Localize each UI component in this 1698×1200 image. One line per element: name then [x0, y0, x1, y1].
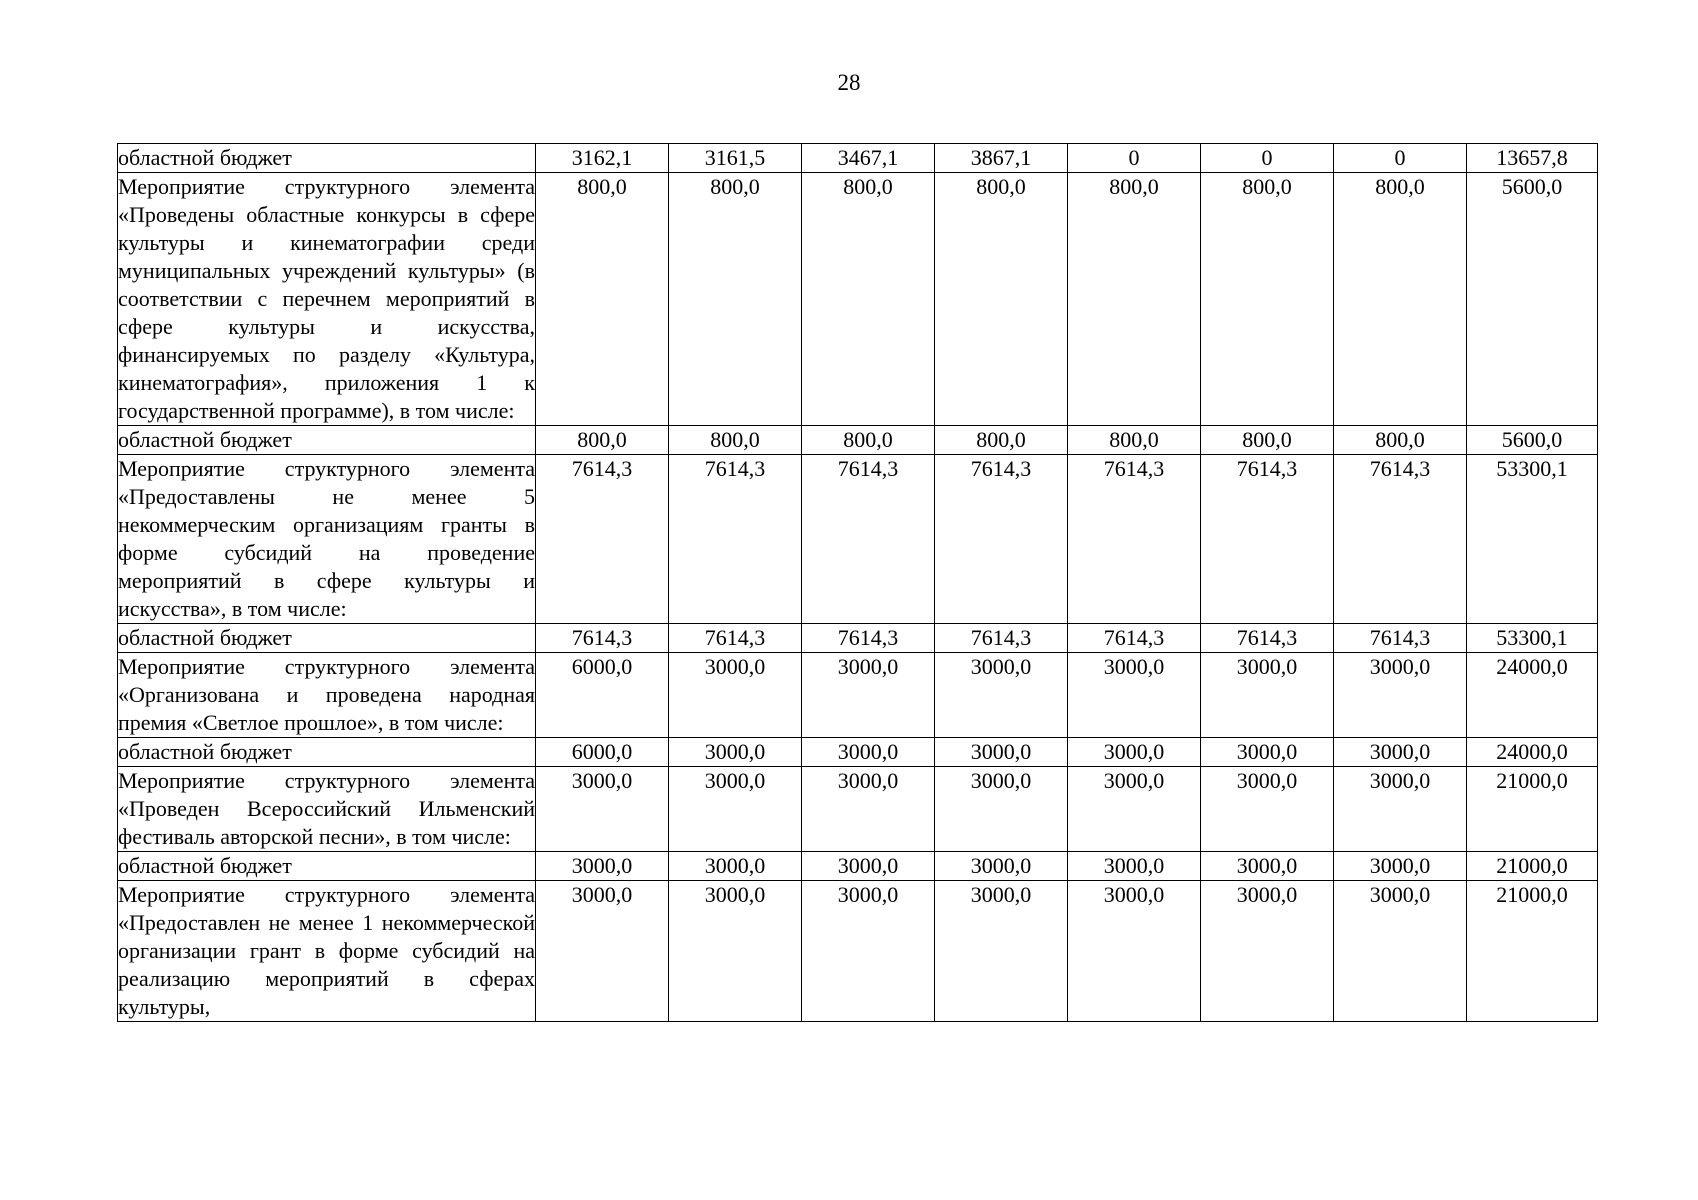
- year-value-cell: 800,0: [802, 426, 935, 455]
- year-value-cell: 800,0: [935, 173, 1068, 426]
- year-value-cell: 3000,0: [669, 653, 802, 738]
- year-value-cell: 3000,0: [536, 767, 669, 852]
- year-value-cell: 3161,5: [669, 144, 802, 173]
- year-value-cell: 800,0: [1334, 426, 1467, 455]
- year-value-cell: 7614,3: [1068, 624, 1201, 653]
- page-number: 28: [837, 70, 861, 95]
- budget-row: [118, 624, 1598, 653]
- year-value-cell: 3000,0: [935, 767, 1068, 852]
- year-value-cell: 3000,0: [536, 881, 669, 1022]
- year-value-cell: 800,0: [1201, 173, 1334, 426]
- year-value-cell: 7614,3: [536, 624, 669, 653]
- year-value-cell: 3000,0: [1334, 653, 1467, 738]
- table-body: [118, 144, 1598, 1022]
- budget-row: [118, 144, 1598, 173]
- year-value-cell: 0: [1068, 144, 1201, 173]
- activity-description: Мероприятие структурного элемента «Организована и проведена народная премия «Светлое прошлое», в том числе:: [118, 653, 536, 738]
- total-value-cell: 13657,8: [1467, 144, 1598, 173]
- total-value-cell: 53300,1: [1467, 624, 1598, 653]
- year-value-cell: 7614,3: [1334, 624, 1467, 653]
- total-value-cell: 21000,0: [1467, 852, 1598, 881]
- activity-row: [118, 455, 1598, 624]
- budget-row: [118, 426, 1598, 455]
- year-value-cell: 3000,0: [1334, 738, 1467, 767]
- year-value-cell: 3000,0: [935, 653, 1068, 738]
- total-value-cell: 24000,0: [1467, 653, 1598, 738]
- year-value-cell: 3000,0: [669, 738, 802, 767]
- year-value-cell: 800,0: [1334, 173, 1467, 426]
- year-value-cell: 800,0: [669, 173, 802, 426]
- year-value-cell: 3000,0: [802, 852, 935, 881]
- year-value-cell: 3000,0: [802, 653, 935, 738]
- year-value-cell: 3000,0: [1201, 653, 1334, 738]
- year-value-cell: 6000,0: [536, 738, 669, 767]
- year-value-cell: 3000,0: [1334, 852, 1467, 881]
- year-value-cell: 3467,1: [802, 144, 935, 173]
- total-value-cell: 5600,0: [1467, 426, 1598, 455]
- year-value-cell: 3000,0: [935, 881, 1068, 1022]
- year-value-cell: 3000,0: [536, 852, 669, 881]
- activity-description: Мероприятие структурного элемента «Проведены областные конкурсы в сфере культуры и кинематографии среди муниципальных учреждений культуры» (в соответствии с перечнем мероприятий в сфере культуры и искусства, финансируемых по разделу «Культура, кинематография», приложения 1 к государственной программе), в том числе:: [118, 173, 536, 426]
- year-value-cell: 3000,0: [669, 881, 802, 1022]
- activity-description: Мероприятие структурного элемента «Предоставлены не менее 5 некоммерческим организациям гранты в форме субсидий на проведение мероприятий в сфере культуры и искусства», в том числе:: [118, 455, 536, 624]
- year-value-cell: 7614,3: [802, 455, 935, 624]
- year-value-cell: 3000,0: [1068, 738, 1201, 767]
- year-value-cell: 3000,0: [802, 767, 935, 852]
- total-value-cell: 21000,0: [1467, 881, 1598, 1022]
- year-value-cell: 3000,0: [802, 738, 935, 767]
- year-value-cell: 800,0: [669, 426, 802, 455]
- year-value-cell: 7614,3: [1334, 455, 1467, 624]
- year-value-cell: 3867,1: [935, 144, 1068, 173]
- total-value-cell: 24000,0: [1467, 738, 1598, 767]
- year-value-cell: 3000,0: [669, 767, 802, 852]
- year-value-cell: 800,0: [1068, 173, 1201, 426]
- budget-source-label: областной бюджет: [118, 624, 536, 653]
- year-value-cell: 3000,0: [1201, 852, 1334, 881]
- year-value-cell: 7614,3: [1201, 624, 1334, 653]
- year-value-cell: 3000,0: [1201, 738, 1334, 767]
- year-value-cell: 6000,0: [536, 653, 669, 738]
- activity-description: Мероприятие структурного элемента «Проведен Всероссийский Ильменский фестиваль авторской песни», в том числе:: [118, 767, 536, 852]
- year-value-cell: 3000,0: [802, 881, 935, 1022]
- total-value-cell: 5600,0: [1467, 173, 1598, 426]
- year-value-cell: 3162,1: [536, 144, 669, 173]
- year-value-cell: 3000,0: [1068, 653, 1201, 738]
- budget-source-label: областной бюджет: [118, 144, 536, 173]
- budget-table: [117, 143, 1598, 1022]
- year-value-cell: 7614,3: [802, 624, 935, 653]
- year-value-cell: 7614,3: [935, 455, 1068, 624]
- year-value-cell: 800,0: [1068, 426, 1201, 455]
- year-value-cell: 800,0: [935, 426, 1068, 455]
- budget-row: [118, 738, 1598, 767]
- activity-row: [118, 653, 1598, 738]
- year-value-cell: 3000,0: [935, 852, 1068, 881]
- activity-row: [118, 881, 1598, 1022]
- budget-source-label: областной бюджет: [118, 738, 536, 767]
- year-value-cell: 0: [1334, 144, 1467, 173]
- activity-row: [118, 173, 1598, 426]
- year-value-cell: 7614,3: [669, 624, 802, 653]
- year-value-cell: 7614,3: [935, 624, 1068, 653]
- year-value-cell: 800,0: [1201, 426, 1334, 455]
- year-value-cell: 800,0: [802, 173, 935, 426]
- year-value-cell: 3000,0: [1201, 767, 1334, 852]
- year-value-cell: 800,0: [536, 426, 669, 455]
- activity-description: Мероприятие структурного элемента «Предоставлен не менее 1 некоммерческой организации грант в форме субсидий на реализацию мероприятий в сферах культуры,: [118, 881, 536, 1022]
- year-value-cell: 7614,3: [669, 455, 802, 624]
- budget-source-label: областной бюджет: [118, 426, 536, 455]
- year-value-cell: 3000,0: [1068, 767, 1201, 852]
- year-value-cell: 3000,0: [1068, 852, 1201, 881]
- year-value-cell: 3000,0: [935, 738, 1068, 767]
- year-value-cell: 0: [1201, 144, 1334, 173]
- year-value-cell: 3000,0: [1334, 881, 1467, 1022]
- total-value-cell: 53300,1: [1467, 455, 1598, 624]
- year-value-cell: 3000,0: [1201, 881, 1334, 1022]
- budget-source-label: областной бюджет: [118, 852, 536, 881]
- year-value-cell: 800,0: [536, 173, 669, 426]
- year-value-cell: 7614,3: [1068, 455, 1201, 624]
- year-value-cell: 3000,0: [669, 852, 802, 881]
- total-value-cell: 21000,0: [1467, 767, 1598, 852]
- year-value-cell: 3000,0: [1334, 767, 1467, 852]
- year-value-cell: 3000,0: [1068, 881, 1201, 1022]
- year-value-cell: 7614,3: [1201, 455, 1334, 624]
- activity-row: [118, 767, 1598, 852]
- year-value-cell: 7614,3: [536, 455, 669, 624]
- budget-row: [118, 852, 1598, 881]
